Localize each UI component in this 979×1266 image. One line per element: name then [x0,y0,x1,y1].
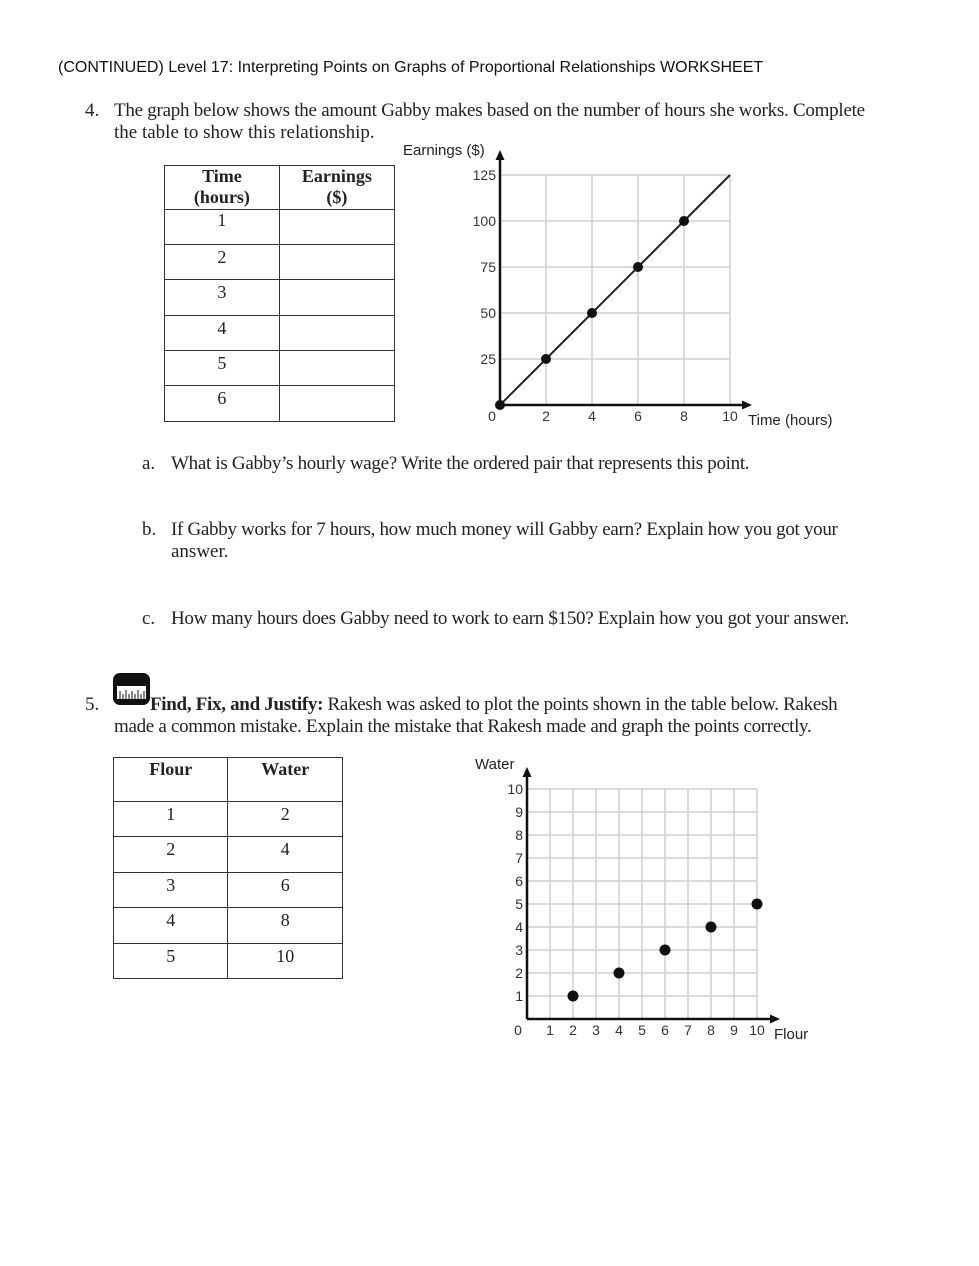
svg-text:7: 7 [684,1022,692,1038]
ruler-icon [113,673,150,705]
question-4-line2: the table to show this relationship. [114,122,375,143]
question-4-number: 4. [85,100,100,121]
worksheet-title: (CONTINUED) Level 17: Interpreting Points on Graphs of Proportional Relationships WORKSHEET [58,59,764,76]
svg-text:3: 3 [515,942,523,958]
flour-cell: 1 [114,802,228,837]
svg-text:6: 6 [515,873,523,889]
grid-lines [527,789,757,1019]
flour-cell: 4 [114,908,228,944]
part-c-text: How many hours does Gabby need to work to earn $150? Explain how you got your answer. [171,608,849,629]
header-earnings: Earnings ($) [279,166,394,210]
svg-text:10: 10 [749,1022,765,1038]
y-axis-label: Water [475,756,515,773]
svg-text:5: 5 [638,1022,646,1038]
header-flour: Flour [114,758,228,802]
svg-text:6: 6 [634,408,642,424]
svg-text:9: 9 [730,1022,738,1038]
time-cell: 6 [165,386,280,422]
header-time: Time (hours) [165,166,280,210]
water-cell: 10 [228,944,343,979]
svg-text:8: 8 [680,408,688,424]
flour-cell: 3 [114,873,228,908]
svg-text:1: 1 [546,1022,554,1038]
svg-text:75: 75 [480,259,496,275]
part-c-letter: c. [142,608,156,629]
x-axis-label: Flour [774,1026,809,1043]
proportional-line [500,175,730,405]
y-axis-arrow-icon [523,767,532,777]
question-4-line1: The graph below shows the amount Gabby makes based on the number of hours she works. Complete [114,100,865,121]
find-fix-justify-label: Find, Fix, and Justify: [150,694,324,715]
water-cell: 2 [228,802,343,837]
part-b-letter: b. [142,519,157,540]
y-axis-label: Earnings ($) [403,142,485,159]
svg-text:2: 2 [569,1022,577,1038]
svg-text:0: 0 [514,1022,522,1038]
svg-text:9: 9 [515,804,523,820]
question-5-line2: made a common mistake. Explain the mistake that Rakesh made and graph the points correctly. [114,716,812,737]
flour-cell: 5 [114,944,228,979]
svg-text:0: 0 [488,408,496,424]
x-axis-arrow-icon [770,1015,780,1024]
time-cell: 5 [165,351,280,386]
svg-text:4: 4 [588,408,596,424]
earnings-graph [0,0,979,450]
svg-text:2: 2 [515,965,523,981]
svg-text:10: 10 [722,408,738,424]
time-cell: 3 [165,280,280,316]
x-axis-label: Time (hours) [748,412,833,429]
svg-text:25: 25 [480,351,496,367]
svg-text:4: 4 [615,1022,623,1038]
svg-text:8: 8 [707,1022,715,1038]
y-axis-arrow-icon [496,150,505,160]
part-a-letter: a. [142,453,156,474]
x-axis-arrow-icon [742,401,752,410]
svg-text:50: 50 [480,305,496,321]
part-b-text-cont: answer. [171,541,229,562]
part-b-text: If Gabby works for 7 hours, how much money will Gabby earn? Explain how you got your [171,519,838,540]
svg-text:5: 5 [515,896,523,912]
flour-water-graph[interactable] [0,740,979,1060]
axes [527,774,772,1019]
svg-text:2: 2 [542,408,550,424]
time-cell: 1 [165,210,280,245]
svg-text:10: 10 [507,781,523,797]
question-5-line1: Find, Fix, and Justify: Rakesh was asked to plot the points shown in the table below. Rakesh [150,694,838,715]
time-cell: 4 [165,316,280,351]
svg-text:7: 7 [515,850,523,866]
svg-text:4: 4 [515,919,523,935]
svg-text:8: 8 [515,827,523,843]
svg-text:125: 125 [472,167,496,183]
flour-cell: 2 [114,837,228,873]
svg-text:3: 3 [592,1022,600,1038]
header-water: Water [228,758,343,802]
part-a-text: What is Gabby’s hourly wage? Write the ordered pair that represents this point. [171,453,750,474]
svg-text:1: 1 [515,988,523,1004]
water-cell: 6 [228,873,343,908]
time-cell: 2 [165,245,280,280]
svg-text:6: 6 [661,1022,669,1038]
water-cell: 4 [228,837,343,873]
question-5-number: 5. [85,694,100,715]
svg-text:100: 100 [472,213,496,229]
water-cell: 8 [228,908,343,944]
